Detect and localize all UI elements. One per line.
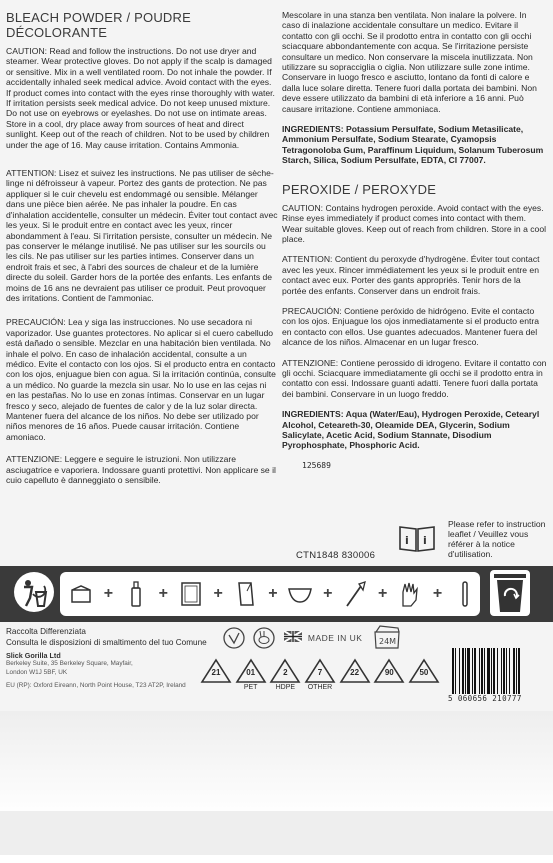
pao-jar-icon [372, 624, 402, 650]
book-info-icon [398, 523, 436, 553]
person-bin-icon [14, 572, 54, 612]
right-column [282, 10, 547, 471]
recycling-components [68, 576, 478, 612]
company-eu-rep: EU (RP): Oxford Eireann, North Point House, T23 AT2P, Ireland [6, 682, 186, 690]
svg-text:i: i [423, 534, 427, 547]
recycling-code [373, 658, 405, 698]
vegan-leaf-icon [224, 628, 244, 648]
bleach-ingredients: INGREDIENTS: Potassium Persulfate, Sodium Metasilicate, Ammonium Persulfate, Sodium Stearate, Cyamopsis Tetragonoloba Gum, Paraffinum Liquidum, Solanum Tuberosum Starch, Silica, Sodium Persulfate, EDTA, CI 77007. [282, 124, 544, 166]
brush-icon [342, 579, 368, 609]
plus-icon: + [158, 585, 168, 602]
plus-icon: + [377, 585, 388, 602]
bleach-title: BLEACH POWDER / POUDRE DÉCOLORANTE [6, 10, 191, 40]
reflection [0, 711, 553, 863]
recycling-strip [0, 566, 553, 622]
pao-label: 24M [379, 637, 397, 646]
peroxide-attention-fr: ATTENTION: Contient du peroxyde d'hydrogène. Éviter tout contact avec les yeux. Rincer immédiatement les yeux si le produit entre en contact avec eux. Porter des gants appropriés. Tenir hors de la portée des enfants. Conserver dans un endroit frais. [282, 254, 540, 296]
box-icon [68, 579, 94, 609]
recycling-line-1: Raccolta Differenziata [6, 627, 86, 636]
bottle-icon [123, 579, 149, 609]
applicator-icon [452, 579, 478, 609]
recycling-code [304, 658, 336, 698]
recycling-code [339, 658, 371, 698]
recycling-code [235, 658, 267, 698]
leaflet-paper-icon [233, 579, 259, 609]
recycling-code [200, 658, 232, 698]
bleach-precaucion-es: PRECAUCIÓN: Lea y siga las instrucciones. No use secadora ni vaporizador. Use guantes protectores. No aplicar si el cuero cabelludo está dañado o sensible. Mezclar en una habitación bien ventilada. No inhale el polvo. En caso de inhalación accidental, consulte a un médico. Evite el contacto con los ojos. Si el producto entra en contacto con los ojos, enjuague bien con agua. Si la irritación continúa, consulte a un médico. No guarde la mezcla sin usar. No lo use en las cejas ni en las pestañas. No lo use en zonas íntimas. Conservar en un lugar fresco y seco, alejado de fuentes de calor y de la luz solar directa. Mantener fuera del alcance de los niños. No debe ser utilizado por niños menores de 16 años. Puede causar irritación. Contiene amoniaco. [6, 317, 276, 442]
uk-flag-icon [284, 631, 302, 642]
bleach-attenzione-it: ATTENZIONE: Leggere e seguire le istruzioni. Non utilizzare asciugatrice e vaporiera. Indossare guanti protettivi. Non applicare se il cuio capelluto è danneggiato o sensibile. [6, 454, 276, 486]
bowl-icon [287, 579, 313, 609]
peroxide-title: PEROXIDE / PEROXYDE [282, 181, 437, 197]
lot-number: 125689 [302, 460, 331, 470]
recycling-code-number: 7 [317, 668, 323, 677]
recycling-code-number: 90 [384, 668, 394, 677]
recycle-bin-icon [490, 570, 530, 616]
recycling-code-number: 2 [283, 668, 288, 677]
bleach-caution-en: CAUTION: Read and follow the instructions. Do not use dryer and steamer. Wear protective gloves. Do not apply if the scalp is damaged or sensitive. Mix in a well ventilated room. Do not inhale the powder. If accidentally inhaled seek medical advice. Avoid contact with the eyes. If product comes into contact with the eyes rinse thoroughly with water. If irritation persists seek medical advice. Do not keep unused mixture. Do not use on eyebrows or eyelashes. Do not use on intimate areas. Store in a cool, dry place away from sources of heat and direct sunlight. Keep out of the reach of children. Not to be used by children under the age of 16. May cause irritation. Contains Ammonia. [6, 46, 275, 150]
bleach-it-continued: Mescolare in una stanza ben ventilata. Non inalare la polvere. In caso di inalazione accidentale consultare un medico. Evitare il contatto con gli occhi. Se il prodotto entra in contatto con gli occhi sciacquare abbondantemente con acqua. Se l'irritazione persiste consultare un medico. Non conservare la miscela inutilizzata. Non utilizzare su sopracciglia o ciglia. Non utilizzare sulle zone intime. Conservare in luogo fresco e asciutto, lontano da fonti di calore e dalla luce solare diretta. Tenere fuori dalla portata dei bambini. Non deve essere utilizzato da bambini di età inferiore a 16 anni. Può causare irritazione. Contiene ammoniaca. [282, 10, 537, 114]
leaflet-notice [398, 517, 548, 565]
sachet-icon [178, 579, 204, 609]
recycling-code-number: 21 [211, 668, 221, 677]
barcode [448, 648, 546, 696]
company-name: Slick Gorilla Ltd [6, 651, 61, 660]
peroxide-ingredients: INGREDIENTS: Aqua (Water/Eau), Hydrogen Peroxide, Cetearyl Alcohol, Ceteareth-30, Oleamide DEA, Glycerin, Sodium Salicylate, Acetic Acid, Sodium Stannate, Disodium Pyrophosphate, Phosphoric Acid. [282, 409, 540, 451]
peroxide-precaucion-es: PRECAUCIÓN: Contiene peróxido de hidrógeno. Evite el contacto con los ojos. Enjuague los ojos inmediatamente si el producto entra en contacto con ellos. Use guantes adecuados. Mantener fuera del alcance de los niños. Almacenar en un lugar fresco. [282, 305, 540, 348]
plus-icon: + [103, 585, 114, 602]
cruelty-free-rabbit-icon [254, 628, 274, 648]
recycling-code-number: 22 [350, 668, 360, 677]
barcode-digits: 5 060656 210777 [448, 694, 522, 703]
gloves-icon [397, 579, 423, 609]
bleach-attention-fr: ATTENTION: Lisez et suivez les instructions. Ne pas utiliser de sèche-linge ni défroisseur à vapeur. Portez des gants de protection. Ne pas appliquer si le cuir chevelu est endommagé ou sensible. Mélanger dans une pièce bien aérée. Ne pas inhaler la poudre. En cas d'inhalation accidentelle, consulter un médecin. Éviter tout contact avec les yeux. Si le produit entre en contact avec les yeux, rincer abondamment à l'eau. Si l'irritation persiste, consulter un médecin. Ne pas conserver le mélange inutilisé. Ne pas utiliser sur les sourcils ou les cils. Ne pas utiliser sur les parties intimes. Conserver dans un endroit frais et sec, à l'abri des sources de chaleur et de la lumière directe du soleil. Garder hors de la portée des enfants. Les enfants de moins de 16 ans ne devraient pas utiliser ce produit. Peut provoquer des irritations. Contient de l'ammoniac. [6, 168, 278, 303]
left-column [6, 10, 278, 495]
recycling-line-2: Consulta le disposizioni di smaltimento del tuo Comune [6, 637, 207, 647]
recycling-code-label: HDPE [275, 684, 296, 691]
recycling-code-number: 01 [246, 668, 256, 677]
recycling-code-number: 50 [419, 668, 429, 677]
recycling-codes [200, 658, 440, 698]
peroxide-attenzione-it: ATTENZIONE: Contiene perossido di idrogeno. Evitare il contatto con gli occhi. Sciacquare immediatamente gli occhi se il prodotto entra in contatto con essi. Indossare guanti adatti. Tenere fuori dalla portata dei bambini. Conservare in un luogo freddo. [282, 357, 547, 399]
recycling-code-label: OTHER [307, 684, 333, 691]
certification-badges [222, 626, 282, 655]
company-info [6, 652, 186, 691]
plus-icon: + [323, 585, 333, 602]
leaflet-text: Please refer to instruction leaflet / Veuillez vous référer à la notice d'utilisation. [448, 519, 546, 559]
company-address-2: London W1J 5BF, UK [6, 668, 68, 676]
svg-text:i: i [405, 534, 409, 547]
made-in-uk [284, 631, 362, 643]
reflection-strip [0, 811, 553, 855]
ctn-code: CTN1848 830006 [296, 550, 376, 561]
plus-icon: + [213, 585, 223, 602]
recycling-instructions [6, 627, 207, 648]
made-in-label: MADE IN UK [307, 633, 363, 643]
recycling-code-label: PET [243, 684, 258, 691]
recycling-code [269, 658, 301, 698]
plus-icon: + [432, 585, 443, 602]
plus-icon: + [268, 585, 278, 602]
company-address-1: Berkeley Suite, 35 Berkeley Square, Mayfair, [6, 660, 133, 668]
peroxide-caution-en: CAUTION: Contains hydrogen peroxide. Avoid contact with the eyes. Rinse eyes immediately if product comes into contact with them. Wear suitable gloves. Keep out of reach from children. Store in a cool place. [282, 202, 547, 244]
recycling-code [408, 658, 440, 698]
